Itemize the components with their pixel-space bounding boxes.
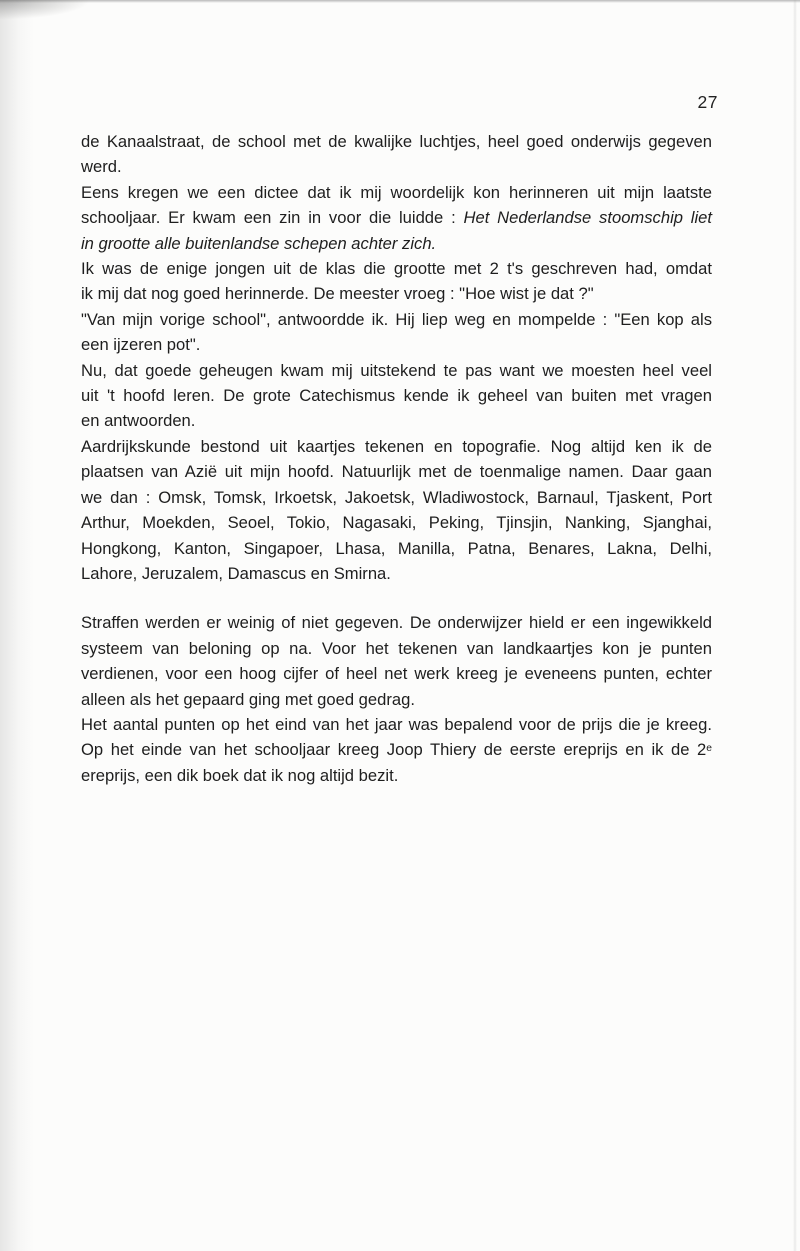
text-segment: Op het einde van het schooljaar kreeg Joop Thiery de eerste ereprijs en ik de 2	[81, 740, 707, 760]
scan-edge-left	[0, 0, 34, 1251]
text-segment: Ik was de enige jongen uit de klas die grootte met 2 t's geschreven had, omdat	[81, 259, 712, 279]
text-line	[81, 485, 712, 510]
text-segment: werd.	[81, 157, 122, 177]
text-segment-italic: Het Nederlandse stoomschip liet	[463, 208, 713, 228]
text-segment: ereprijs, een dik boek dat ik nog altijd bezit.	[81, 765, 399, 785]
text-line	[81, 687, 712, 712]
text-line	[81, 712, 712, 737]
text-segment: Hongkong, Kanton, Singapoer, Lhasa, Manilla, Patna, Benares, Lakna, Delhi,	[81, 538, 712, 558]
text-line	[81, 154, 712, 179]
text-segment: Lahore, Jeruzalem, Damascus en Smirna.	[81, 563, 391, 583]
text-segment: Eens kregen we een dictee dat ik mij woordelijk kon herinneren uit mijn laatste	[81, 182, 712, 202]
text-line	[81, 434, 712, 459]
text-line	[81, 561, 712, 586]
scan-shadow-top-left	[0, 0, 120, 30]
text-segment: de Kanaalstraat, de school met de kwalijke luchtjes, heel goed onderwijs gegeven	[81, 132, 712, 151]
text-line	[81, 205, 712, 230]
text-line	[81, 408, 712, 433]
text-segment: uit 't hoofd leren. De grote Catechismus kende ik geheel van buiten met vragen	[81, 386, 712, 406]
page-text	[81, 129, 712, 788]
text-line	[81, 307, 712, 332]
text-segment: systeem van beloning op na. Voor het tekenen van landkaartjes kon je punten	[81, 638, 712, 658]
text-segment: Nu, dat goede geheugen kwam mij uitstekend te pas want we moesten heel veel	[81, 360, 712, 380]
text-line	[81, 332, 712, 357]
scan-edge-right	[793, 0, 797, 1251]
page-number: 27	[697, 92, 718, 112]
text-segment: schooljaar. Er kwam een zin in voor die luidde :	[81, 208, 464, 228]
text-line	[81, 510, 712, 535]
text-segment: ik mij dat nog goed herinnerde. De meester vroeg : "Hoe wist je dat ?"	[81, 284, 594, 304]
text-segment: en antwoorden.	[81, 411, 196, 431]
text-line	[81, 383, 712, 408]
text-segment: alleen als het gepaard ging met goed gedrag.	[81, 689, 415, 709]
text-line	[81, 610, 712, 635]
text-segment: Het aantal punten op het eind van het jaar was bepalend voor de prijs die je kreeg.	[81, 714, 712, 734]
text-line	[81, 661, 712, 686]
text-line	[81, 129, 712, 154]
text-line	[81, 281, 712, 306]
text-segment-superscript: e	[706, 743, 712, 755]
text-segment: een ijzeren pot".	[81, 335, 201, 355]
text-segment: Straffen werden er weinig of niet gegeven. De onderwijzer hield er een ingewikkeld	[81, 613, 712, 633]
text-line	[81, 459, 712, 484]
text-segment: Aardrijkskunde bestond uit kaartjes tekenen en topografie. Nog altijd ken ik de	[81, 436, 712, 456]
text-segment: "Van mijn vorige school", antwoordde ik. Hij liep weg en mompelde : "Een kop als	[81, 309, 712, 329]
text-segment: we dan : Omsk, Tomsk, Irkoetsk, Jakoetsk, Wladiwostock, Barnaul, Tjaskent, Port	[81, 487, 712, 507]
text-line	[81, 180, 712, 205]
text-segment: plaatsen van Azië uit mijn hoofd. Natuurlijk met de toenmalige namen. Daar gaan	[81, 462, 712, 482]
text-line	[81, 763, 712, 788]
text-segment-italic: in grootte alle buitenlandse schepen achter zich.	[81, 233, 437, 253]
text-line	[81, 256, 712, 281]
text-line	[81, 231, 712, 256]
text-line	[81, 358, 712, 383]
text-segment: Arthur, Moekden, Seoel, Tokio, Nagasaki, Peking, Tjinsjin, Nanking, Sjanghai,	[81, 513, 712, 533]
text-line	[81, 636, 712, 661]
text-line	[81, 737, 712, 762]
text-segment: verdienen, voor een hoog cijfer of heel net werk kreeg je eveneens punten, echter	[81, 664, 712, 684]
text-line	[81, 536, 712, 561]
scan-edge-top	[0, 0, 800, 3]
